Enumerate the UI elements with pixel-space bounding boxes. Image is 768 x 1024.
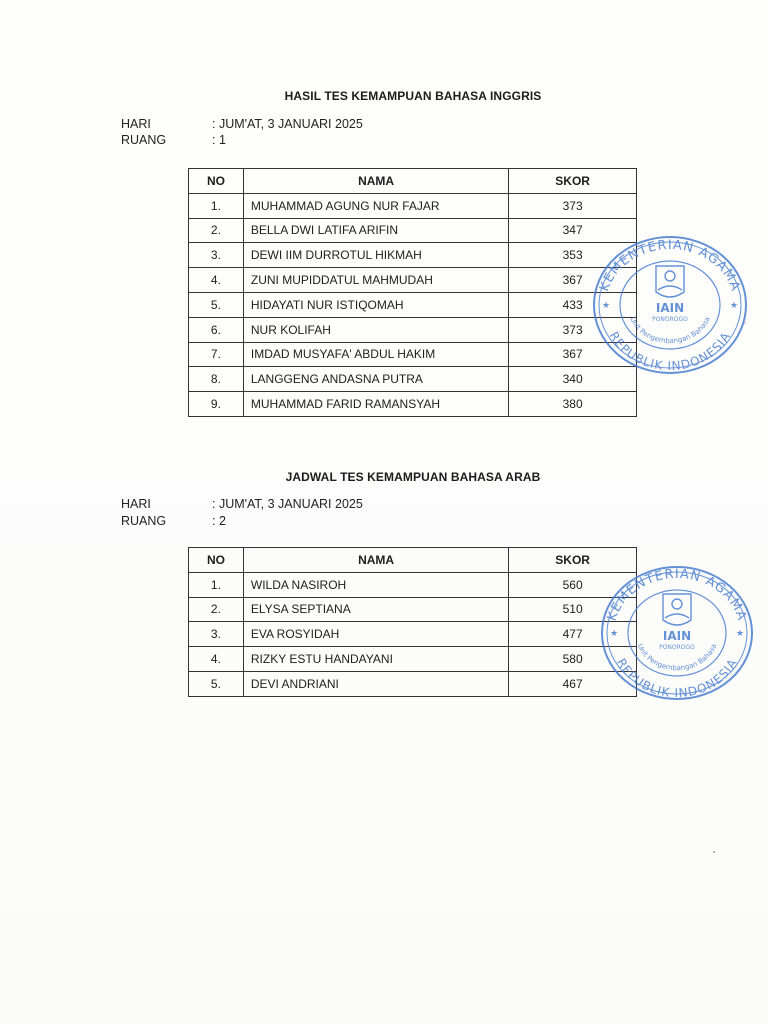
- stamp-emblem-icon: [656, 266, 684, 297]
- cell-nama: ZUNI MUPIDDATUL MAHMUDAH: [243, 268, 508, 293]
- cell-skor: 510: [509, 597, 637, 622]
- cell-no: 4.: [189, 647, 244, 672]
- stamp-emblem-icon: [663, 594, 691, 625]
- svg-text:★: ★: [610, 629, 619, 639]
- column-header-no: NO: [189, 169, 244, 194]
- section2-score-table: [188, 547, 637, 697]
- table-row: [189, 392, 637, 417]
- column-header-skor: SKOR: [509, 548, 637, 573]
- section2-ruang-label: RUANG: [121, 514, 167, 528]
- cell-skor: 367: [509, 342, 637, 367]
- cell-no: 5.: [189, 292, 244, 317]
- cell-no: 4.: [189, 268, 244, 293]
- scan-speck: [744, 322, 746, 324]
- table-row: [189, 647, 637, 672]
- cell-skor: 373: [509, 193, 637, 218]
- cell-no: 6.: [189, 317, 244, 342]
- cell-skor: 367: [509, 268, 637, 293]
- table-row: [189, 367, 637, 392]
- column-header-skor: SKOR: [509, 169, 637, 194]
- table-row: [189, 268, 637, 293]
- table-row: [189, 622, 637, 647]
- cell-no: 7.: [189, 342, 244, 367]
- table-row: [189, 243, 637, 268]
- section2-ruang-value: : 2: [212, 514, 226, 528]
- cell-skor: 433: [509, 292, 637, 317]
- cell-nama: NUR KOLIFAH: [243, 317, 508, 342]
- stamp-bottom-text: REPUBLIK INDONESIA: [606, 329, 734, 374]
- cell-no: 5.: [189, 671, 244, 696]
- cell-nama: RIZKY ESTU HANDAYANI: [243, 647, 508, 672]
- cell-skor: 477: [509, 622, 637, 647]
- cell-skor: 560: [509, 572, 637, 597]
- section1-hari-label: HARI: [121, 117, 151, 131]
- scan-speck: [713, 851, 715, 853]
- official-stamp-seal: [590, 232, 750, 378]
- cell-nama: MUHAMMAD AGUNG NUR FAJAR: [243, 193, 508, 218]
- section1-hari-value: : JUM'AT, 3 JANUARI 2025: [212, 117, 363, 131]
- cell-skor: 373: [509, 317, 637, 342]
- svg-text:REPUBLIK INDONESIA: [614, 656, 740, 700]
- column-header-nama: NAMA: [243, 548, 508, 573]
- svg-text:★: ★: [602, 301, 611, 311]
- table-row: [189, 597, 637, 622]
- stamp-top-text: KEMENTERIAN AGAMA: [604, 566, 750, 624]
- cell-no: 2.: [189, 597, 244, 622]
- cell-nama: ELYSA SEPTIANA: [243, 597, 508, 622]
- section2-hari-value: : JUM'AT, 3 JANUARI 2025: [212, 497, 363, 511]
- cell-nama: HIDAYATI NUR ISTIQOMAH: [243, 292, 508, 317]
- cell-nama: DEVI ANDRIANI: [243, 671, 508, 696]
- table-header-row: [189, 548, 637, 573]
- stamp-top-text: KEMENTERIAN AGAMA: [597, 237, 743, 294]
- cell-skor: 467: [509, 671, 637, 696]
- cell-skor: 380: [509, 392, 637, 417]
- stamp-city-text: PONOROGO: [652, 316, 688, 323]
- cell-skor: 347: [509, 218, 637, 243]
- cell-no: 1.: [189, 193, 244, 218]
- stamp-inner-text: Unit Pengembangan Bahasa: [635, 642, 719, 673]
- svg-text:★: ★: [730, 301, 739, 311]
- section1-ruang-label: RUANG: [121, 133, 167, 147]
- cell-no: 3.: [189, 243, 244, 268]
- official-stamp-seal-2: [598, 562, 756, 704]
- cell-nama: IMDAD MUSYAFA' ABDUL HAKIM: [243, 342, 508, 367]
- svg-text:★: ★: [736, 629, 745, 639]
- cell-no: 9.: [189, 392, 244, 417]
- section1-title: HASIL TES KEMAMPUAN BAHASA INGGRIS: [284, 89, 542, 103]
- stamp-bottom-text: REPUBLIK INDONESIA: [613, 656, 741, 701]
- table-row: [189, 292, 637, 317]
- cell-nama: MUHAMMAD FARID RAMANSYAH: [243, 392, 508, 417]
- section2-hari-label: HARI: [121, 497, 151, 511]
- cell-nama: EVA ROSYIDAH: [243, 622, 508, 647]
- cell-skor: 340: [509, 367, 637, 392]
- cell-nama: WILDA NASIROH: [243, 572, 508, 597]
- table-row: [189, 671, 637, 696]
- cell-no: 8.: [189, 367, 244, 392]
- table-row: [189, 193, 637, 218]
- table-row: [189, 317, 637, 342]
- cell-no: 3.: [189, 622, 244, 647]
- section1-score-table: [188, 168, 637, 417]
- cell-nama: BELLA DWI LATIFA ARIFIN: [243, 218, 508, 243]
- svg-text:REPUBLIK INDONESIA: [607, 329, 734, 373]
- section2-title: JADWAL TES KEMAMPUAN BAHASA ARAB: [285, 470, 541, 484]
- table-row: [189, 342, 637, 367]
- stamp-inner-text: Unit Pengembangan Bahasa: [628, 315, 712, 346]
- column-header-no: NO: [189, 548, 244, 573]
- column-header-nama: NAMA: [243, 169, 508, 194]
- stamp-logo-text: IAIN: [655, 301, 685, 315]
- cell-skor: 353: [509, 243, 637, 268]
- cell-nama: DEWI IIM DURROTUL HIKMAH: [243, 243, 508, 268]
- cell-nama: LANGGENG ANDASNA PUTRA: [243, 367, 508, 392]
- cell-skor: 580: [509, 647, 637, 672]
- cell-no: 2.: [189, 218, 244, 243]
- stamp-city-text: PONOROGO: [659, 644, 695, 651]
- table-row: [189, 572, 637, 597]
- cell-no: 1.: [189, 572, 244, 597]
- table-row: [189, 218, 637, 243]
- table-header-row: [189, 169, 637, 194]
- stamp-logo-text: IAIN: [662, 629, 692, 643]
- section1-ruang-value: : 1: [212, 133, 226, 147]
